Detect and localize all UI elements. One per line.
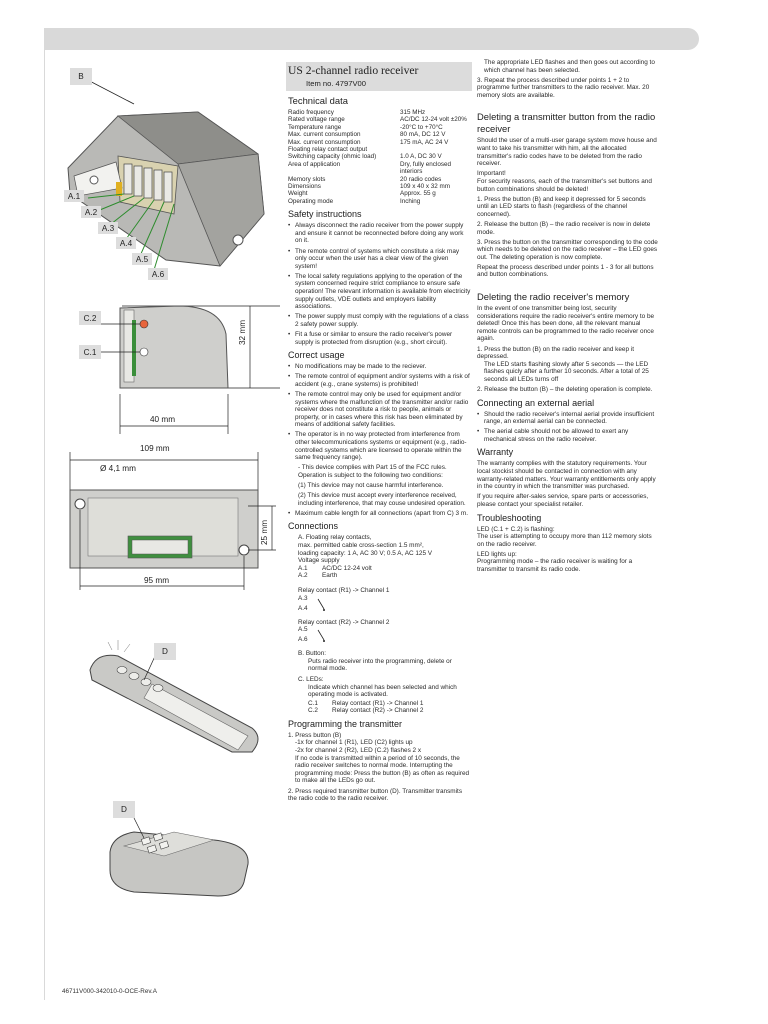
delete-memory-step-1: 1. Press the button (B) on the radio receiver and keep it depressed. — [477, 345, 635, 361]
label-a1: A.1 — [64, 190, 84, 202]
safety-item: • The remote control of systems which constitute a risk may only occur when the user has a clear view of the given system! — [288, 248, 472, 271]
conn-c1-key: C.1 — [308, 699, 318, 707]
delete-button-repeat: Repeat the process described under points 1 - 3 for all buttons and button combinations. — [477, 263, 654, 279]
troubleshooting-heading: Troubleshooting — [477, 512, 542, 523]
label-a5: A.5 — [132, 253, 152, 265]
tech-value — [400, 146, 472, 153]
trouble-2: LED lights up: — [477, 550, 517, 558]
usage-item: • No modifications may be made to the reciever. — [288, 363, 472, 371]
safety-list — [288, 222, 472, 346]
tech-key: Area of application — [288, 160, 341, 168]
programming-heading: Programming the transmitter — [288, 718, 403, 729]
tech-value: Dry, fully enclosed interiors — [400, 160, 451, 176]
delete-button-step-2: 2. Release the button (B) – the radio receiver is now in delete mode. — [477, 220, 651, 236]
tech-key: Rated voltage range — [288, 116, 345, 124]
usage-heading: Correct usage — [288, 350, 345, 361]
conn-c2-value: Relay contact (R2) -> Channel 2 — [332, 707, 424, 715]
tech-value: 20 radio codes — [400, 175, 442, 183]
tech-row — [288, 131, 472, 138]
tech-value: 315 MHz — [400, 109, 426, 116]
conn-c-title: C. LEDs: — [298, 675, 324, 683]
cable-item: • Maximum cable length for all connections (apart from C) 3 m. — [288, 510, 472, 518]
usage-item: • The operator is in no way protected from interference from other telecommunications systems or equipment (e.g., radio-controlled systems which are licensed to operate within the same frequency range). — [288, 431, 472, 461]
conn-r1: Relay contact (R1) -> Channel 1 — [298, 586, 390, 594]
technical-heading: Technical data — [288, 95, 348, 106]
tech-row — [288, 109, 472, 116]
label-d-remote: D — [113, 801, 135, 818]
conn-r2: Relay contact (R2) -> Channel 2 — [298, 618, 390, 626]
tech-row — [288, 116, 472, 123]
delete-memory-heading: Deleting the radio receiver's memory — [477, 291, 630, 303]
tech-key: Max. current consumption — [288, 131, 361, 139]
conn-a2-row — [298, 572, 472, 580]
switch-symbol-1 — [316, 598, 328, 612]
relay-2-contacts — [298, 626, 472, 646]
header-bar — [44, 28, 699, 50]
delete-memory-intro: In the event of one transmitter being lost, security considerations require the radio receiver's entire memory to be deleted! Once this has been done, all the relevant manual remote controls can be programmed to the radio receiver once again. — [477, 305, 655, 343]
conn-a1-value: AC/DC 12-24 volt — [322, 564, 372, 572]
prog-step-1b: -2x for channel 2 (R2), LED (C.2) flashes 2 x — [295, 747, 422, 755]
tech-key: Temperature range — [288, 123, 342, 131]
receiver-top-figure — [62, 446, 276, 596]
tech-value: 109 x 40 x 32 mm — [400, 183, 451, 191]
dim-40mm: 40 mm — [150, 415, 176, 424]
tech-row — [288, 146, 472, 153]
tech-row — [288, 161, 472, 176]
technical-table — [288, 109, 472, 205]
usage-item: • The remote control may only be used for equipment and/or systems where the malfunction of the transmitter and/or radio receiver does not constitute a risk to people, animals or property, or in cases where this risk has been eliminated by means of additional safety facilities. — [288, 391, 472, 429]
warranty-heading: Warranty — [477, 447, 514, 458]
label-a4: A.4 — [116, 237, 136, 249]
conn-a-title: A. Floating relay contacts, — [298, 534, 372, 542]
prog-step-2: 2. Press required transmitter button (D). Transmitter transmits the radio code to the radio receiver. — [288, 787, 463, 803]
delete-button-heading: Deleting a transmitter button from the radio receiver — [477, 111, 656, 135]
conn-a1-key: A.1 — [298, 564, 308, 572]
delete-button-step-1: 1. Press the button (B) and keep it depressed for 5 seconds until an LED starts to flash (regardless of the channel concerned). — [477, 195, 646, 218]
prog-step-1c: If no code is transmitted within a period of 10 seconds, the radio receiver switches to normal mode. Interrupting the programming mode: Press the button (B) as often as required to make all the LEDs go out. — [295, 754, 470, 785]
page-title: US 2-channel radio receiver — [288, 64, 419, 77]
cable-list — [288, 510, 472, 518]
delete-button-important: Important! — [477, 170, 506, 178]
fcc-condition-2: (2) This device must accept every interference received, including interference, that may couse undesired operation. — [298, 492, 466, 507]
tech-key: Operating mode — [288, 197, 334, 205]
aerial-item: • Should the radio receiver's internal aerial provide insufficient range, an external aerial can be connected. — [477, 411, 659, 426]
conn-a-l2: loading capacity: 1 A, AC 30 V; 0.5 A, AC 125 V — [298, 549, 433, 557]
conn-b-title: B. Button: — [298, 650, 327, 658]
tech-row — [288, 124, 472, 131]
warranty-p1: The warranty complies with the statutory requirements. Your local stockist should be contacted in connection with any warranty-related matters. Your warranty entitlements only apply in the country in which the transmitter was purchased. — [477, 460, 656, 491]
item-number: Item no. 4797V00 — [306, 79, 366, 88]
label-b: B — [70, 68, 92, 85]
tech-value: Approx. 55 g — [400, 190, 436, 198]
conn-a2-key: A.2 — [298, 572, 308, 580]
safety-item: • The power supply must comply with the regulations of a class 2 safety power supply. — [288, 313, 472, 328]
conn-a4: A.4 — [298, 604, 308, 612]
conn-c2-row — [308, 707, 472, 715]
tech-row — [288, 176, 472, 183]
conn-a6: A.6 — [298, 636, 308, 644]
tech-row — [288, 183, 472, 190]
relay-1-contacts — [298, 595, 472, 613]
tech-key: Radio frequency — [288, 109, 334, 116]
label-c2: C.2 — [79, 311, 101, 325]
trouble-2b: Programming mode – the radio receiver is waiting for a transmitter to transmit its radio code. — [477, 558, 633, 573]
tech-value: 1.0 A, DC 30 V — [400, 153, 442, 161]
tech-value: Inching — [400, 197, 421, 205]
tech-key: Weight — [288, 190, 308, 198]
dim-25mm: 25 mm — [260, 519, 269, 545]
trouble-1: LED (C.1 + C.2) is flashing: — [477, 525, 555, 533]
tech-row — [288, 139, 472, 146]
aerial-item: • The aerial cable should not be allowed to exert any mechanical stress on the radio receiver. — [477, 428, 659, 443]
conn-c-text: Indicate which channel has been selected and which operating mode is activated. — [308, 683, 457, 699]
delete-memory-step-1b: The LED starts flashing slowly after 5 seconds — the LED flashes quicly after a further 10 seconds. After a total of 25 seconds all LEDs turns off — [484, 360, 649, 383]
receiver-side-figure — [70, 294, 280, 434]
delete-button-step-3: 3. Press the button on the transmitter corresponding to the code which needs to be deleted on the radio receiver – the LED goes out. The deleting operation is now complete. — [477, 238, 658, 261]
left-edge-line — [44, 50, 45, 1000]
delete-button-note: For security reasons, each of the transmitter's set buttons and button combinations should be deleted! — [477, 177, 652, 193]
connections-heading: Connections — [288, 521, 339, 532]
switch-symbol-2 — [316, 629, 328, 643]
safety-item: • Always disconnect the radio receiver from the power supply and ensure it cannot be reconnected before doing any work on it. — [288, 222, 472, 245]
dim-95mm: 95 mm — [144, 576, 170, 585]
tech-key: Max. current consumption — [288, 138, 361, 146]
aerial-heading: Connecting an external aerial — [477, 397, 595, 408]
tech-value: -20°C to +70°C — [400, 123, 443, 131]
title-box — [286, 62, 472, 91]
tech-key: Memory slots — [288, 175, 326, 183]
tech-key: Floating relay contact output — [288, 146, 368, 154]
tech-row — [288, 198, 472, 205]
tech-row — [288, 153, 472, 160]
conn-a3: A.3 — [298, 594, 308, 602]
tech-key: Switching capacity (ohmic load) — [288, 153, 377, 161]
conn-a1-row — [298, 565, 472, 573]
conn-a-l3: Voltage supply — [298, 557, 340, 565]
usage-item: • The remote control of equipment and/or systems with a risk of accident (e.g., crane systems) is prohibited! — [288, 373, 472, 388]
label-a6: A.6 — [148, 268, 168, 280]
label-c1: C.1 — [79, 345, 101, 359]
conn-c1-value: Relay contact (R1) -> Channel 1 — [332, 699, 424, 707]
dim-hole: Ø 4,1 mm — [100, 464, 136, 473]
aerial-list — [477, 411, 659, 444]
delete-button-intro: Should the user of a multi-user garage system move house and want to take his transmitter with him, all the allocated transmitter's radio codes have to be deleted from the radio receiver. — [477, 137, 657, 168]
trouble-1b: The user is attempting to occupy more than 112 memory slots on the radio receiver. — [477, 533, 652, 548]
conn-b-text: Puts radio receiver into the programming, delete or normal mode. — [308, 657, 452, 673]
label-a3: A.3 — [98, 222, 118, 234]
fcc-statement: - This device complies with Part 15 of the FCC rules. Operation is subject to the following two conditions: — [298, 464, 447, 479]
warranty-p2: If you require after-sales service, spare parts or accessories, please contact your specialist retailer. — [477, 493, 649, 508]
tech-row — [288, 190, 472, 197]
dim-109mm: 109 mm — [140, 444, 170, 453]
usage-list — [288, 363, 472, 462]
remote-transmitter-figure — [104, 812, 254, 904]
conn-a2-value: Earth — [322, 572, 338, 580]
tech-key: Dimensions — [288, 183, 321, 191]
tech-value: AC/DC 12-24 volt ±20% — [400, 116, 467, 124]
conn-a-l1: max. permitted cable cross-section 1.5 mm², — [298, 541, 424, 549]
conn-c2-key: C.2 — [308, 707, 318, 715]
tech-value: 175 mA, AC 24 V — [400, 138, 449, 146]
label-d-hand: D — [154, 643, 176, 660]
safety-item: • Fit a fuse or similar to ensure the radio receiver's power supply is protected from disruption (e.g., short circuit). — [288, 331, 472, 346]
dim-32mm: 32 mm — [238, 319, 247, 345]
fcc-condition-1: (1) This device may not cause harmful interference. — [298, 482, 444, 489]
column-left — [288, 62, 472, 805]
delete-memory-step-2: 2. Release the button (B) – the deleting operation is complete. — [477, 386, 653, 393]
conn-a5: A.5 — [298, 626, 308, 634]
footer-code: 46711V000-342010-0-OCE-Rev.A — [62, 988, 157, 995]
prog-step-2b: The appropriate LED flashes and then goes out according to which channel has been selected. — [484, 59, 655, 74]
column-right — [477, 59, 659, 576]
prog-step-1: 1. Press button (B) — [288, 731, 342, 739]
tech-value: 80 mA, DC 12 V — [400, 131, 446, 139]
conn-c1-row — [308, 700, 472, 708]
safety-heading: Safety instructions — [288, 209, 362, 220]
prog-step-1a: -1x for channel 1 (R1), LED (C2) lights up — [295, 739, 413, 747]
safety-item: • The local safety regulations applying to the operation of the system concerned require strict compliance to ensure safe operation! The relevant information is available from electricity supply outlets, VDE outlets and employers liability associations. — [288, 273, 472, 311]
prog-step-3: 3. Repeat the process described under points 1 + 2 to programme further transmitters to the radio receiver. Max. 20 memory slots are available. — [477, 76, 650, 99]
hand-transmitter-figure — [82, 640, 272, 760]
receiver-perspective-figure — [58, 64, 284, 286]
label-a2: A.2 — [81, 206, 101, 218]
